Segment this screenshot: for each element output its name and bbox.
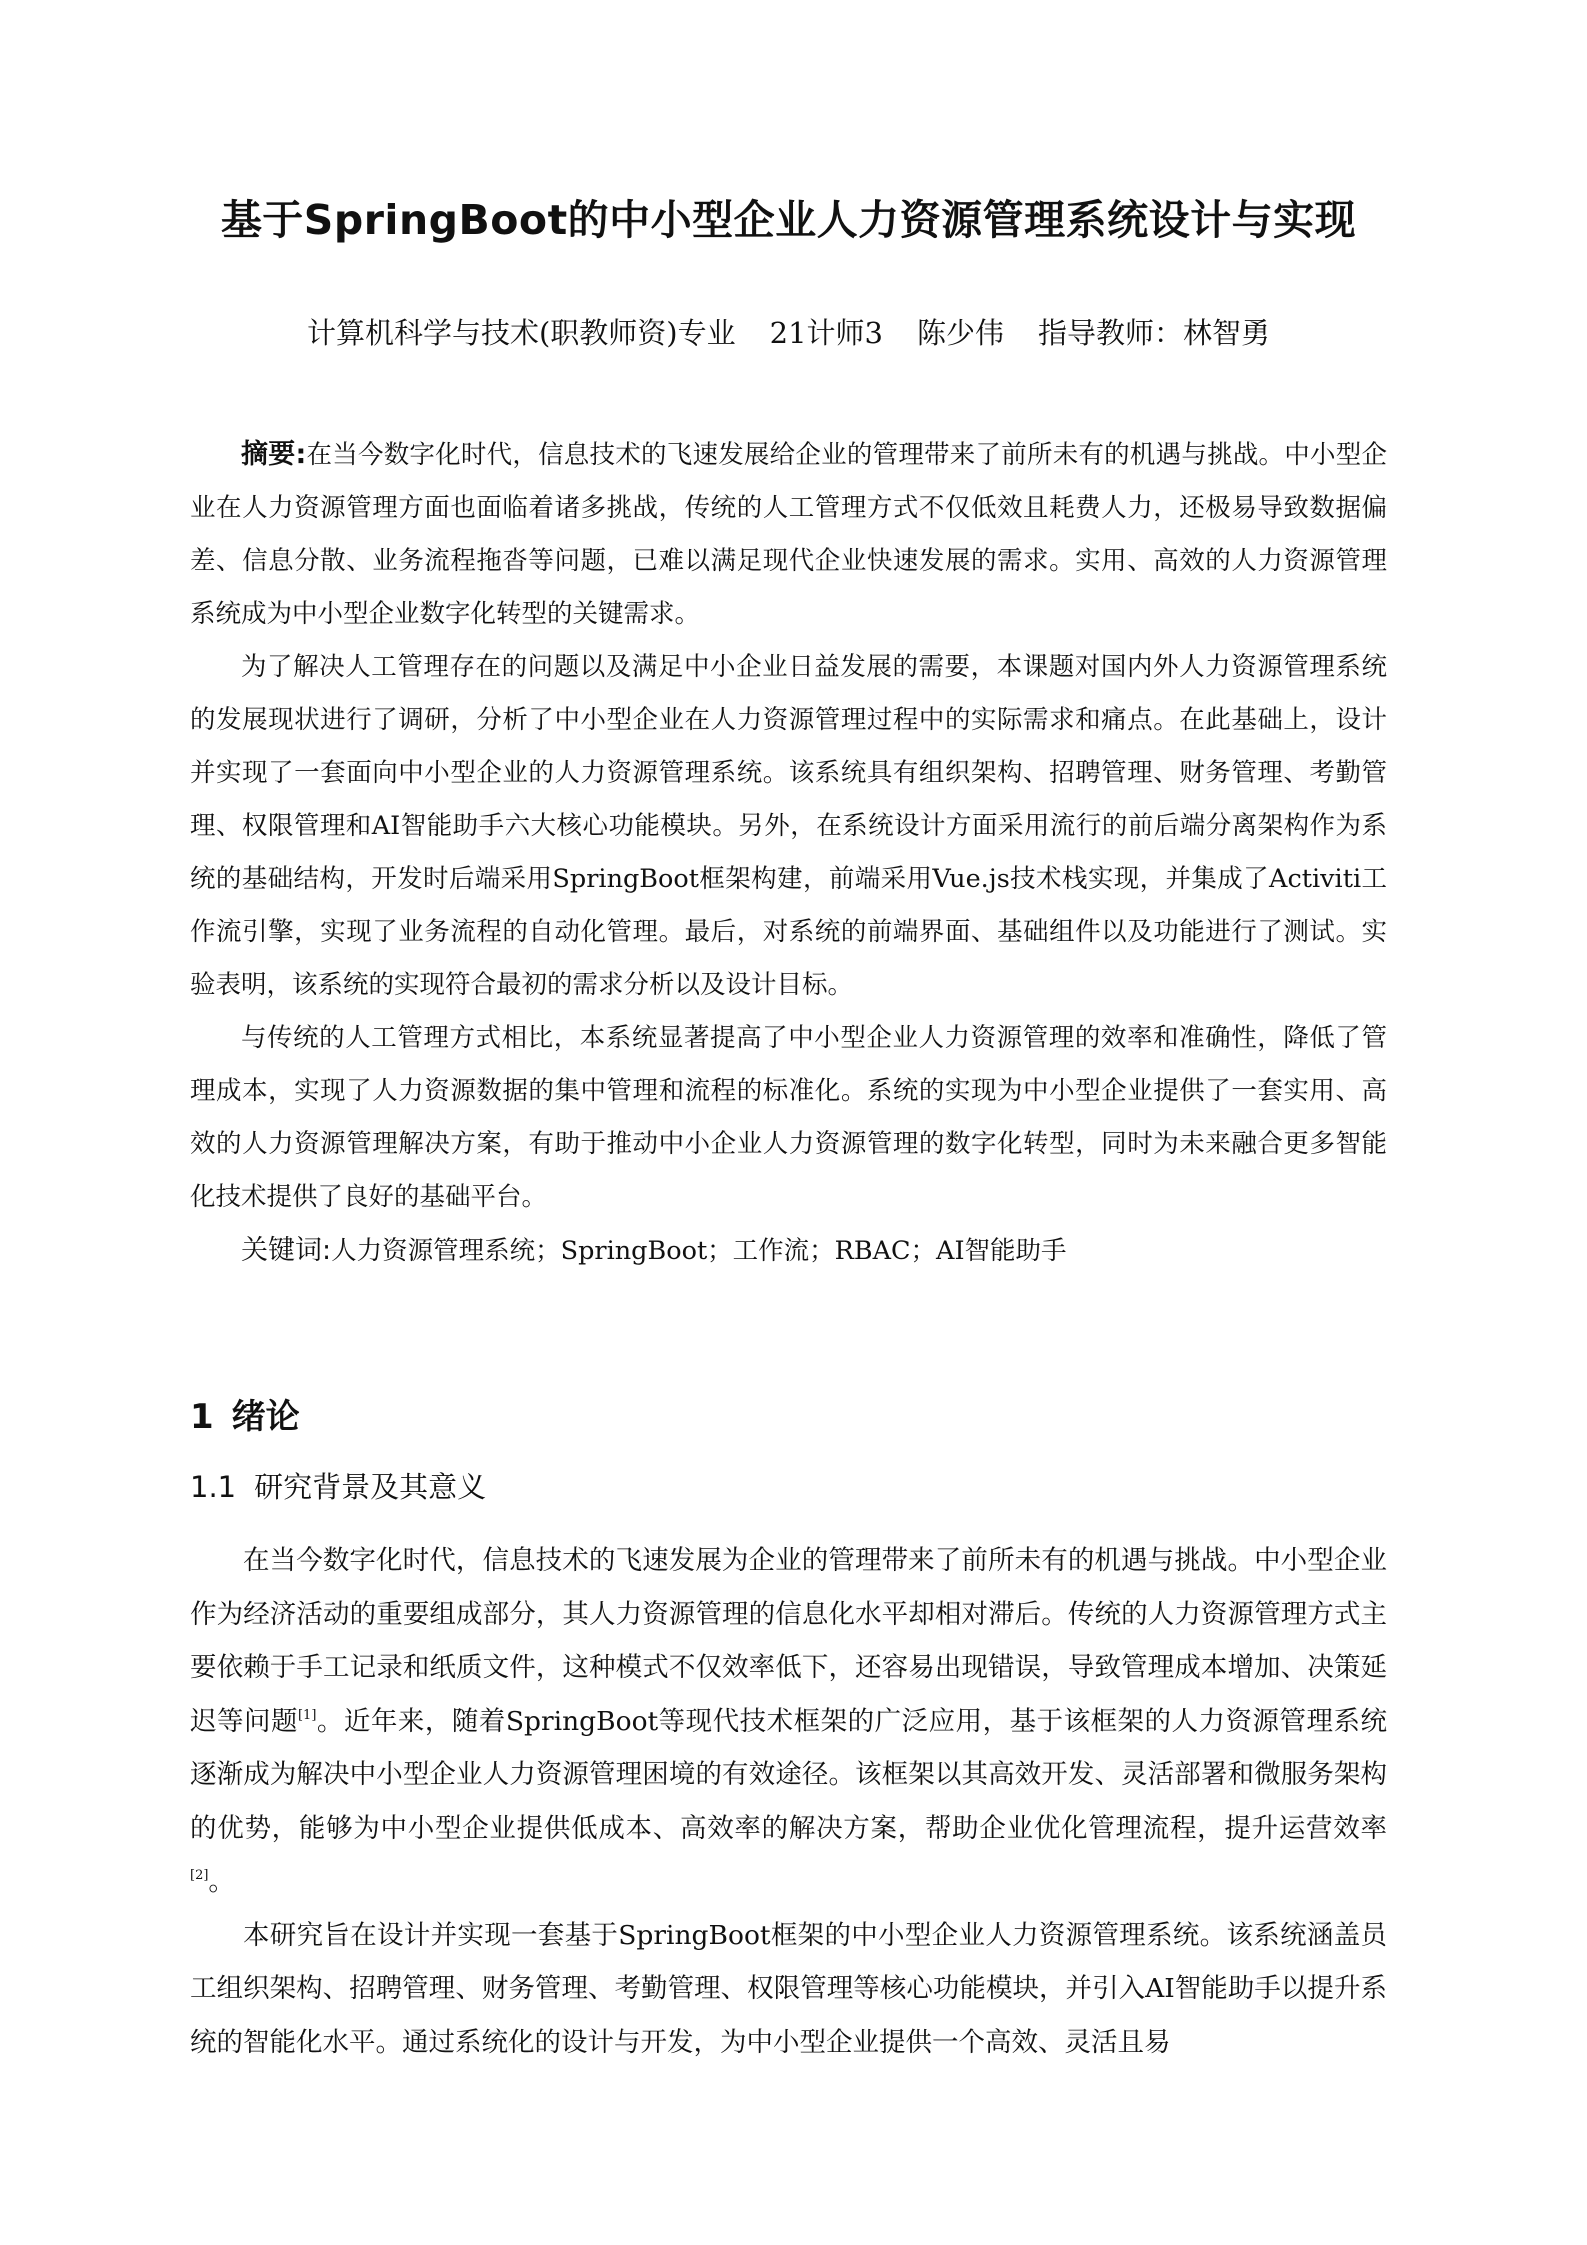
author-name: 陈少伟 (916, 316, 1004, 350)
body-paragraph-2: 本研究旨在设计并实现一套基于SpringBoot框架的中小型企业人力资源管理系统。该系统涵盖员工组织架构、招聘管理、财务管理、考勤管理、权限管理等核心功能模块，并引入AI智能助手以提升系统的智能化水平。通过系统化的设计与开发，为中小型企业提供一个高效、灵活且易 (190, 1919, 1387, 2058)
abstract-paragraph-2: 为了解决人工管理存在的问题以及满足中小企业日益发展的需要，本课题对国内外人力资源管理系统的发展现状进行了调研，分析了中小型企业在人力资源管理过程中的实际需求和痛点。在此基础上，设计并实现了一套面向中小型企业的人力资源管理系统。该系统具有组织架构、招聘管理、财务管理、考勤管理、权限管理和AI智能助手六大核心功能模块。另外，在系统设计方面采用流行的前后端分离架构作为系统的基础结构，开发时后端采用SpringBoot框架构建，前端采用Vue.js技术栈实现，并集成了Activiti工作流引擎，实现了业务流程的自动化管理。最后，对系统的前端界面、基础组件以及功能进行了测试。实验表明，该系统的实现符合最初的需求分析以及设计目标。 (190, 652, 1387, 1000)
keywords-text: 人力资源管理系统；SpringBoot；工作流；RBAC；AI智能助手 (331, 1236, 1067, 1266)
subsection-title: 研究背景及其意义 (254, 1470, 487, 1504)
abstract-paragraph-1 (190, 428, 1387, 641)
section-title: 绪论 (231, 1397, 300, 1437)
subsection-heading-1-1 (190, 1465, 486, 1509)
section-heading-1 (190, 1392, 300, 1442)
keywords (190, 1224, 1387, 1278)
abstract-label: 摘要: (241, 439, 307, 470)
author-class: 21计师3 (769, 316, 883, 350)
section-number: 1 (190, 1397, 214, 1437)
keywords-label: 关键词: (241, 1235, 332, 1266)
author-line (190, 313, 1387, 353)
subsection-number: 1.1 (190, 1470, 237, 1504)
author-major: 计算机科学与技术(职教师资)专业 (306, 316, 736, 350)
body-paragraph-1 (190, 1534, 1387, 1909)
abstract-section (190, 428, 1387, 1278)
paper-title: 基于SpringBoot的中小型企业人力资源管理系统设计与实现 (220, 196, 1357, 244)
body-text (190, 1534, 1387, 2069)
body-paragraph-1-part-b: 。近年来，随着SpringBoot等现代技术框架的广泛应用，基于该框架的人力资源管理系统逐渐成为解决中小型企业人力资源管理困境的有效途径。该框架以其高效开发、灵活部署和微服务架构的优势，能够为中小型企业提供低成本、高效率的解决方案，帮助企业优化管理流程，提升运营效率 (190, 1705, 1388, 1844)
abstract-paragraph-3: 与传统的人工管理方式相比，本系统显著提高了中小型企业人力资源管理的效率和准确性，降低了管理成本，实现了人力资源数据的集中管理和流程的标准化。系统的实现为中小型企业提供了一套实用、高效的人力资源管理解决方案，有助于推动中小企业人力资源管理的数字化转型，同时为未来融合更多智能化技术提供了良好的基础平台。 (190, 1023, 1387, 1212)
body-paragraph-1-part-c: 。 (208, 1866, 235, 1897)
body-paragraph-1-part-a: 在当今数字化时代，信息技术的飞速发展为企业的管理带来了前所未有的机遇与挑战。中小型企业作为经济活动的重要组成部分，其人力资源管理的信息化水平却相对滞后。传统的人力资源管理方式主要依赖于手工记录和纸质文件，这种模式不仅效率低下，还容易出现错误，导致管理成本增加、决策延迟等问题 (190, 1545, 1387, 1737)
citation-2: [2] (190, 1868, 209, 1883)
advisor-name: 指导教师：林智勇 (1038, 316, 1271, 350)
citation-1: [1] (297, 1707, 317, 1723)
abstract-paragraph-1-text: 在当今数字化时代，信息技术的飞速发展给企业的管理带来了前所未有的机遇与挑战。中小型企业在人力资源管理方面也面临着诸多挑战，传统的人工管理方式不仅低效且耗费人力，还极易导致数据偏差、信息分散、业务流程拖沓等问题，已难以满足现代企业快速发展的需求。实用、高效的人力资源管理系统成为中小型企业数字化转型的关键需求。 (190, 440, 1387, 629)
